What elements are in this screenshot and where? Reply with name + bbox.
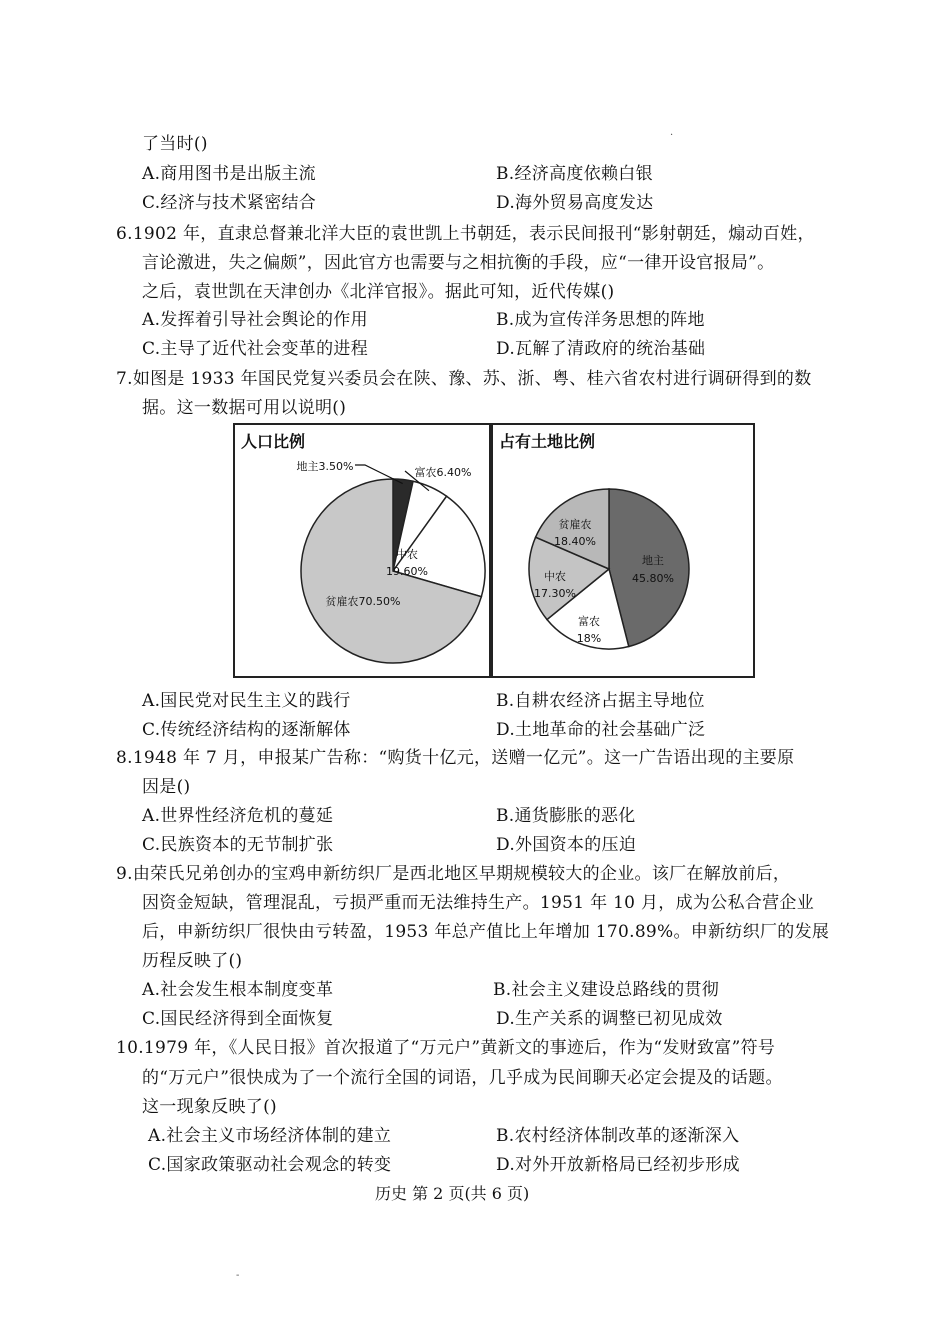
rich-peasant-population-label: 富农6.40% — [414, 466, 472, 479]
q10-line-1: 10.1979 年，《人民日报》首次报道了“万元户”黄新文的事迹后，作为“发财致富”符号 — [116, 1038, 776, 1058]
q7-option-c: C.传统经济结构的逐渐解体 — [142, 720, 351, 740]
q5-stem-end: 了当时() — [142, 134, 208, 154]
q5-option-a: A.商用图书是出版主流 — [142, 164, 316, 184]
q5-option-c: C.经济与技术紧密结合 — [142, 193, 317, 213]
population-chart — [233, 423, 491, 678]
q10-line-2: 的“万元户”很快成为了一个流行全国的词语，几乎成为民间聊天必定会提及的话题。 — [142, 1068, 783, 1088]
q10-option-c: C.国家政策驱动社会观念的转变 — [148, 1155, 392, 1175]
q9-option-a: A.社会发生根本制度变革 — [142, 980, 334, 1000]
q7-option-d: D.土地革命的社会基础广泛 — [496, 720, 706, 740]
poor-peasant-population-label: 贫雇农70.50% — [325, 595, 401, 608]
q10-option-b: B.农村经济体制改革的逐渐深入 — [496, 1126, 740, 1146]
q10-line-3: 这一现象反映了() — [142, 1097, 277, 1117]
landlord-population-label: 地主3.50% — [296, 460, 354, 473]
q6-line-1: 6.1902 年，直隶总督兼北洋大臣的袁世凯上书朝廷，表示民间报刊“影射朝廷，煽动百姓， — [116, 224, 815, 244]
q5-option-b: B.经济高度依赖白银 — [496, 164, 653, 184]
middle-peasant-land-value: 17.30% — [534, 587, 576, 600]
q9-line-4: 历程反映了() — [142, 951, 243, 971]
q6-option-a: A.发挥着引导社会舆论的作用 — [142, 310, 368, 330]
land-chart — [491, 423, 755, 678]
poor-peasant-land-value: 18.40% — [554, 535, 596, 548]
q9-line-3: 后，申新纺织厂很快由亏转盈，1953 年总产值比上年增加 170.89%。申新纺织厂的发展 — [142, 922, 830, 942]
q7-option-b: B.自耕农经济占据主导地位 — [496, 691, 705, 711]
q8-option-d: D.外国资本的压迫 — [496, 835, 637, 855]
population-chart-title: 人口比例 — [241, 432, 306, 451]
q9-option-c: C.国民经济得到全面恢复 — [142, 1009, 334, 1029]
q9-line-1: 9.由荣氏兄弟创办的宝鸡申新纺织厂是西北地区早期规模较大的企业。该厂在解放前后， — [116, 864, 791, 884]
rich-peasant-land-label: 富农 — [578, 615, 600, 628]
q9-option-b: B.社会主义建设总路线的贯彻 — [493, 980, 720, 1000]
middle-peasant-population-label: 中农 — [396, 548, 418, 561]
page-footer: 历史 第 2 页(共 6 页) — [375, 1184, 530, 1203]
q7-line-2: 据。这一数据可用以说明() — [142, 398, 347, 418]
q10-option-d: D.对外开放新格局已经初步形成 — [496, 1155, 740, 1175]
rich-peasant-land-value: 18% — [576, 632, 602, 645]
q6-option-c: C.主导了近代社会变革的进程 — [142, 339, 369, 359]
q8-option-b: B.通货膨胀的恶化 — [496, 806, 636, 826]
population-pie — [235, 425, 489, 676]
middle-peasant-land-label: 中农 — [544, 570, 566, 583]
q10-option-a: A.社会主义市场经济体制的建立 — [148, 1126, 392, 1146]
q8-option-a: A.世界性经济危机的蔓延 — [142, 806, 334, 826]
poor-peasant-land-label: 贫雇农 — [558, 518, 592, 531]
q7-line-1: 7.如图是 1933 年国民党复兴委员会在陕、豫、苏、浙、粤、桂六省农村进行调研得到的数 — [116, 369, 812, 389]
q6-line-2: 言论激进，失之偏颇”，因此官方也需要与之相抗衡的手段，应“一律开设官报局”。 — [142, 253, 775, 273]
q7-option-a: A.国民党对民生主义的践行 — [142, 691, 351, 711]
q9-line-2: 因资金短缺，管理混乱，亏损严重而无法维持生产。1951 年 10 月，成为公私合营企业 — [142, 893, 815, 913]
q5-option-d: D.海外贸易高度发达 — [496, 193, 654, 213]
scan-dot: - — [236, 1270, 240, 1281]
q8-option-c: C.民族资本的无节制扩张 — [142, 835, 334, 855]
q9-option-d: D.生产关系的调整已初见成效 — [496, 1009, 723, 1029]
land-pie — [493, 425, 753, 676]
land-chart-title: 占有土地比例 — [499, 432, 596, 451]
landlord-land-value: 45.80% — [632, 572, 674, 585]
landlord-land-label: 地主 — [642, 554, 664, 567]
middle-peasant-population-value: 19.60% — [386, 565, 428, 578]
scan-dot: · — [670, 130, 674, 141]
q8-line-1: 8.1948 年 7 月，申报某广告称：“购货十亿元，送赠一亿元”。这一广告语出现的主要原 — [116, 748, 795, 768]
q6-option-d: D.瓦解了清政府的统治基础 — [496, 339, 706, 359]
q6-line-3: 之后，袁世凯在天津创办《北洋官报》。据此可知，近代传媒() — [142, 282, 615, 302]
q6-option-b: B.成为宣传洋务思想的阵地 — [496, 310, 705, 330]
q8-line-2: 因是() — [142, 777, 191, 797]
